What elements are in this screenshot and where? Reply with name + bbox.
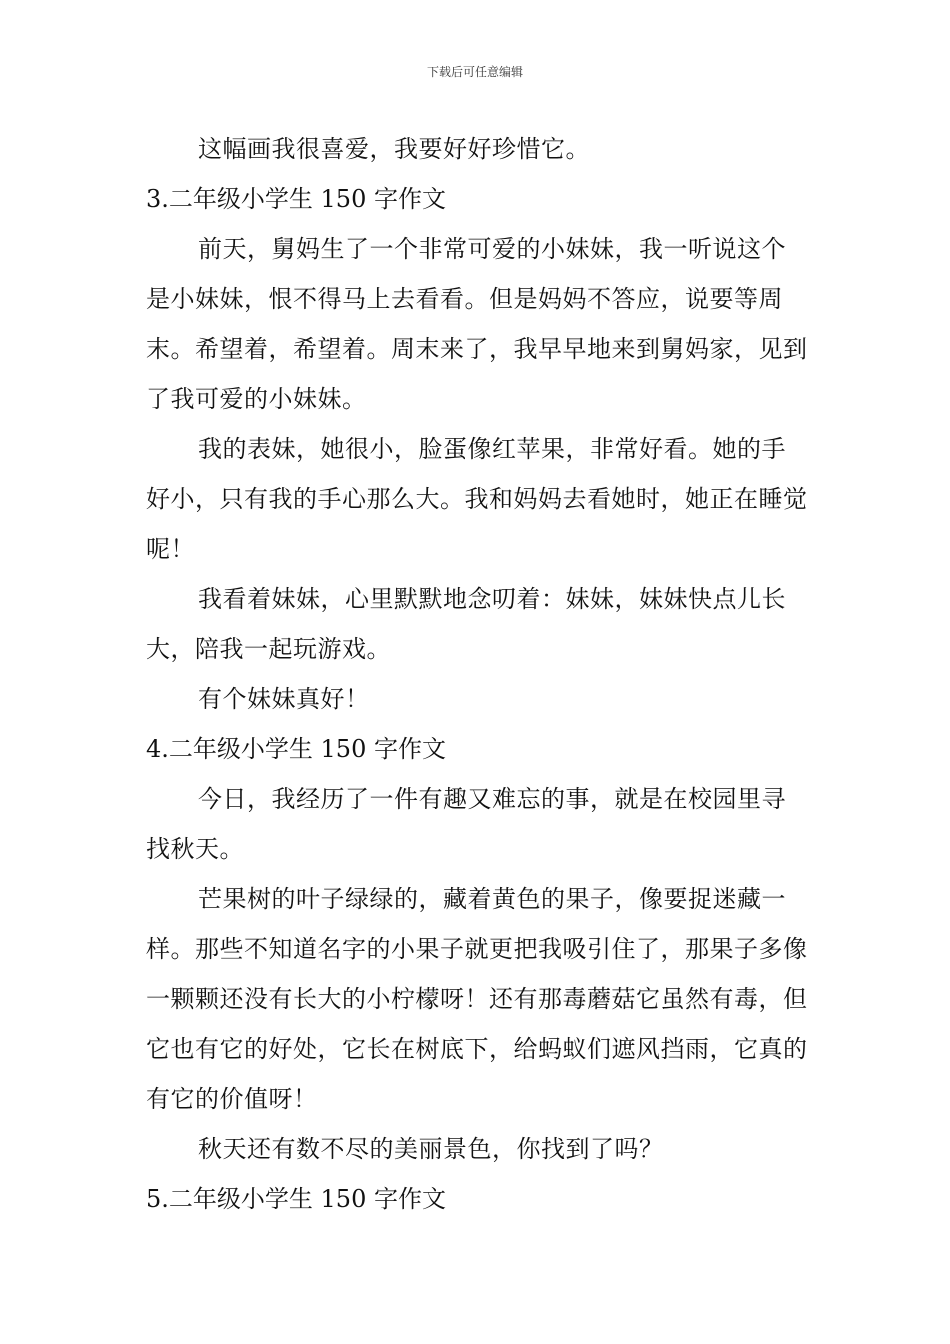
page-header: 下载后可任意编辑 [426,65,523,79]
paragraph: 有个妹妹真好！ [198,685,370,713]
section-heading: 3.二年级小学生 150 字作文 [146,185,446,213]
section-heading: 5.二年级小学生 150 字作文 [146,1185,446,1213]
section-heading: 4.二年级小学生 150 字作文 [146,735,446,763]
paragraph: 前天，舅妈生了一个非常可爱的小妹妹，我一听说这个是小妹妹，恨不得马上去看看。但是妈妈不答应，说要等周末。希望着，希望着。周末来了，我早早地来到舅妈家，见到了我可爱的小妹妹。 [146,235,808,413]
paragraph: 我看着妹妹，心里默默地念叨着：妹妹，妹妹快点儿长大，陪我一起玩游戏。 [146,585,786,663]
paragraph: 芒果树的叶子绿绿的，藏着黄色的果子，像要捉迷藏一样。那些不知道名字的小果子就更把我吸引住了，那果子多像一颗颗还没有长大的小柠檬呀！还有那毒蘑菇它虽然有毒，但它也有它的好处，它长在树底下，给蚂蚁们遮风挡雨，它真的有它的价值呀！ [146,885,808,1113]
document-body [146,124,808,1224]
paragraph: 秋天还有数不尽的美丽景色，你找到了吗？ [198,1135,664,1163]
paragraph: 今日，我经历了一件有趣又难忘的事，就是在校园里寻找秋天。 [146,785,786,863]
paragraph: 我的表妹，她很小，脸蛋像红苹果，非常好看。她的手好小，只有我的手心那么大。我和妈妈去看她时，她正在睡觉呢！ [146,435,808,563]
paragraph: 这幅画我很喜爱，我要好好珍惜它。 [198,135,590,163]
